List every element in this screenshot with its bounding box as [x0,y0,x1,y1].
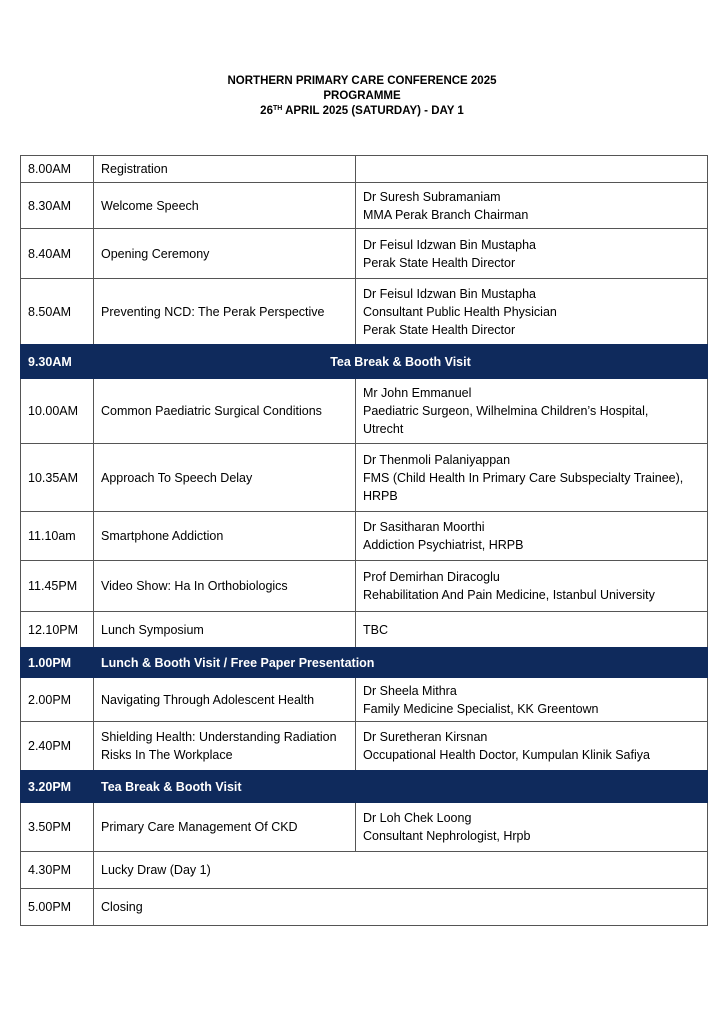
speaker-name: Dr Loh Chek Loong [363,811,472,825]
speaker-name: Dr Thenmoli Palaniyappan [363,452,511,467]
session-time: 11.10am [21,512,94,561]
session-row [21,156,708,183]
programme-header [0,74,724,119]
break-row [21,772,708,802]
session-row [21,444,708,512]
speaker-detail: Consultant Nephrologist, Hrpb [363,829,531,843]
speaker-detail: Family Medicine Specialist, KK Greentown [363,701,599,716]
speaker-detail: Occupational Health Doctor, Kumpulan Klinik Safiya [363,748,650,762]
speaker-cell [356,378,708,444]
session-row [21,722,708,772]
session-time: 1.00PM [21,649,94,677]
session-time: 4.30PM [21,852,94,889]
speaker-detail: MMA Perak Branch Chairman [363,207,529,222]
session-title: Preventing NCD: The Perak Perspective [94,279,356,346]
session-time: 12.10PM [21,612,94,649]
speaker-cell [356,677,708,722]
session-time: 8.30AM [21,183,94,229]
speaker-cell [356,229,708,279]
session-row [21,889,708,926]
break-title: Lunch & Booth Visit / Free Paper Presentation [94,649,708,677]
programme-table [20,155,708,926]
session-row [21,183,708,229]
speaker-name: Mr John Emmanuel [363,386,472,400]
programme-label: PROGRAMME [323,90,401,102]
session-time: 8.00AM [21,156,94,183]
speaker-detail: Addiction Psychiatrist, HRPB [363,538,524,552]
session-row [21,852,708,889]
session-time: 2.40PM [21,722,94,772]
session-title: Lucky Draw (Day 1) [94,852,708,889]
session-title: Smartphone Addiction [94,512,356,561]
session-row [21,512,708,561]
session-title: Lunch Symposium [94,612,356,649]
speaker-name: Dr Feisul Idzwan Bin Mustapha [363,237,536,252]
session-title: Shielding Health: Understanding Radiation Risks In The Workplace [94,722,356,772]
speaker-cell [356,512,708,561]
session-row [21,279,708,346]
programme-date: 26TH APRIL 2025 (SATURDAY) - DAY 1 [260,105,464,117]
break-row [21,649,708,677]
session-time: 2.00PM [21,677,94,722]
session-title: Approach To Speech Delay [94,444,356,512]
speaker-name: Dr Feisul Idzwan Bin Mustapha [363,286,536,301]
session-row [21,677,708,722]
speaker-cell [356,156,708,183]
session-title: Registration [94,156,356,183]
speaker-detail: Perak State Health Director [363,255,516,270]
speaker-cell [356,722,708,772]
speaker-cell [356,802,708,852]
session-title: Primary Care Management Of CKD [94,802,356,852]
session-time: 8.50AM [21,279,94,346]
speaker-name: Dr Sheela Mithra [363,683,457,698]
speaker-name: Dr Sasitharan Moorthi [363,520,485,534]
session-title: Navigating Through Adolescent Health [94,677,356,722]
session-time: 11.45PM [21,561,94,612]
break-row [21,346,708,378]
session-row [21,561,708,612]
speaker-cell [356,444,708,512]
speaker-name: Prof Demirhan Diracoglu [363,570,500,584]
session-title: Welcome Speech [94,183,356,229]
session-row [21,229,708,279]
session-time: 9.30AM [21,346,94,378]
session-time: 5.00PM [21,889,94,926]
break-title: Tea Break & Booth Visit [94,346,708,378]
session-title: Video Show: Ha In Orthobiologics [94,561,356,612]
session-time: 3.50PM [21,802,94,852]
session-time: 10.35AM [21,444,94,512]
speaker-detail: Rehabilitation And Pain Medicine, Istanbul University [363,588,655,602]
session-title: Common Paediatric Surgical Conditions [94,378,356,444]
speaker-detail: Utrecht [363,422,404,436]
speaker-cell [356,561,708,612]
session-time: 3.20PM [21,772,94,802]
speaker-detail: FMS (Child Health In Primary Care Subspecialty Trainee), [363,470,684,485]
speaker-cell [356,612,708,649]
speaker-detail: HRPB [363,488,398,503]
speaker-name: Dr Suretheran Kirsnan [363,730,488,744]
session-time: 8.40AM [21,229,94,279]
session-row [21,802,708,852]
session-title: Opening Ceremony [94,229,356,279]
speaker-detail: Perak State Health Director [363,322,516,337]
speaker-name: Dr Suresh Subramaniam [363,189,501,204]
speaker-cell [356,279,708,346]
session-row [21,378,708,444]
speaker-cell [356,183,708,229]
session-title: Closing [94,889,708,926]
session-time: 10.00AM [21,378,94,444]
speaker-name: TBC [363,622,388,637]
speaker-detail: Consultant Public Health Physician [363,304,557,319]
conference-title: NORTHERN PRIMARY CARE CONFERENCE 2025 [227,75,497,87]
session-row [21,612,708,649]
break-title: Tea Break & Booth Visit [94,772,708,802]
speaker-detail: Paediatric Surgeon, Wilhelmina Children’s Hospital, [363,404,649,418]
